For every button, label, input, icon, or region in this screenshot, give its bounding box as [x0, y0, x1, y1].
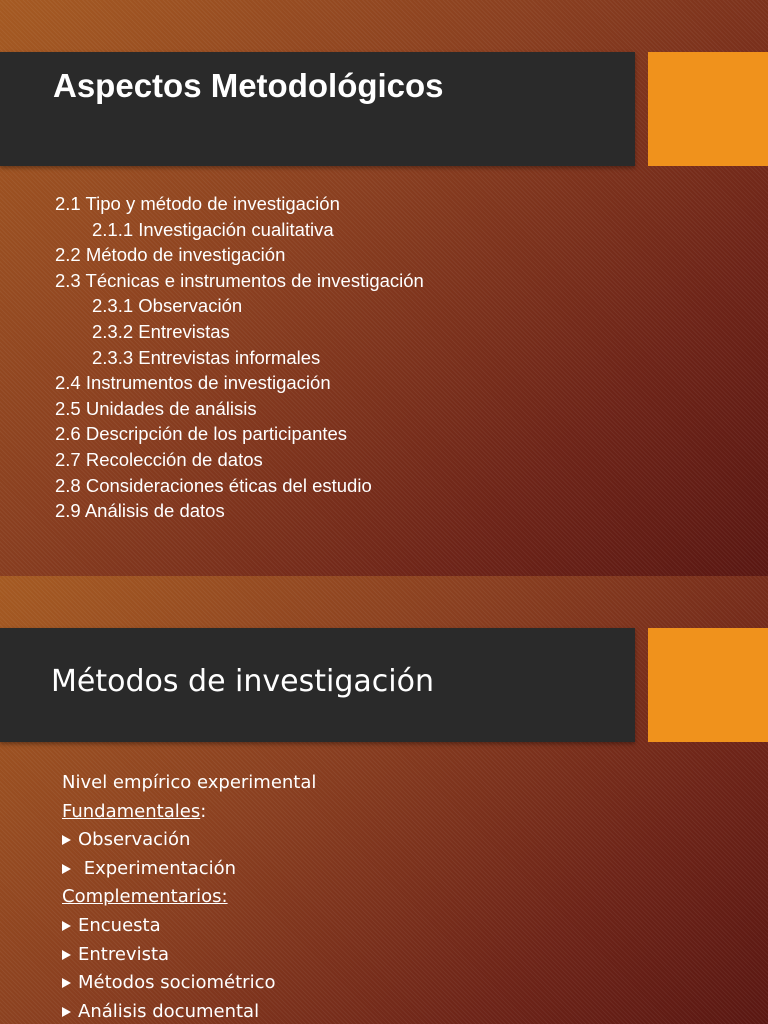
- toc-item: 2.5 Unidades de análisis: [55, 397, 257, 419]
- bullet-item: [62, 969, 316, 998]
- fundamentales-colon: :: [200, 800, 207, 822]
- toc-item: 2.6 Descripción de los participantes: [55, 423, 348, 445]
- bullet-item: [62, 912, 316, 941]
- bullet-text: Observación: [78, 829, 191, 851]
- bullet-item: [62, 998, 316, 1024]
- bullet-text: Métodos sociométrico: [78, 972, 276, 994]
- triangle-bullet-icon: [62, 1007, 71, 1017]
- toc-item: 2.8 Consideraciones éticas del estudio: [55, 474, 372, 496]
- intro-line: Nivel empírico experimental: [62, 772, 317, 793]
- toc-item: 2.7 Recolección de datos: [55, 448, 263, 470]
- toc-subitem: 2.3.1 Observación: [92, 295, 243, 317]
- toc-item: 2.2 Método de investigación: [55, 244, 286, 266]
- toc-subitem: 2.1.1 Investigación cualitativa: [92, 218, 334, 240]
- slide-metodos-de-investigacion: [0, 576, 768, 1024]
- title-bar: [0, 628, 635, 742]
- fundamentales-label: Fundamentales: [62, 800, 201, 822]
- bullet-item: [62, 941, 316, 970]
- bullet-item: [62, 855, 316, 884]
- bullet-item: [62, 826, 316, 855]
- fundamentales-list: [62, 826, 316, 883]
- fundamentales-heading: [62, 798, 316, 827]
- bullet-text: Experimentación: [78, 857, 237, 879]
- methods-content: [62, 769, 316, 1024]
- toc-subitem: 2.3.3 Entrevistas informales: [92, 346, 321, 368]
- triangle-bullet-icon: [62, 950, 71, 960]
- bullet-text: Entrevista: [78, 943, 170, 965]
- toc-item: 2.9 Análisis de datos: [55, 500, 225, 522]
- complementarios-heading: [62, 883, 316, 912]
- table-of-contents: [55, 191, 424, 524]
- toc-item: 2.3 Técnicas e instrumentos de investigación: [55, 269, 424, 291]
- slide-title: Aspectos Metodológicos: [53, 67, 444, 104]
- slide-title: Métodos de investigación: [51, 664, 434, 699]
- toc-subitem: 2.3.2 Entrevistas: [92, 320, 230, 342]
- bullet-text: Encuesta: [78, 914, 161, 936]
- complementarios-label: Complementarios:: [62, 886, 228, 908]
- accent-block: [648, 628, 768, 742]
- triangle-bullet-icon: [62, 864, 71, 874]
- complementarios-list: [62, 912, 316, 1024]
- bullet-text: Análisis documental: [78, 1000, 260, 1022]
- toc-item: 2.1 Tipo y método de investigación: [55, 193, 340, 214]
- toc-item: 2.4 Instrumentos de investigación: [55, 372, 331, 394]
- title-bar: [0, 52, 635, 166]
- triangle-bullet-icon: [62, 921, 71, 931]
- triangle-bullet-icon: [62, 835, 71, 845]
- triangle-bullet-icon: [62, 978, 71, 988]
- accent-block: [648, 52, 768, 166]
